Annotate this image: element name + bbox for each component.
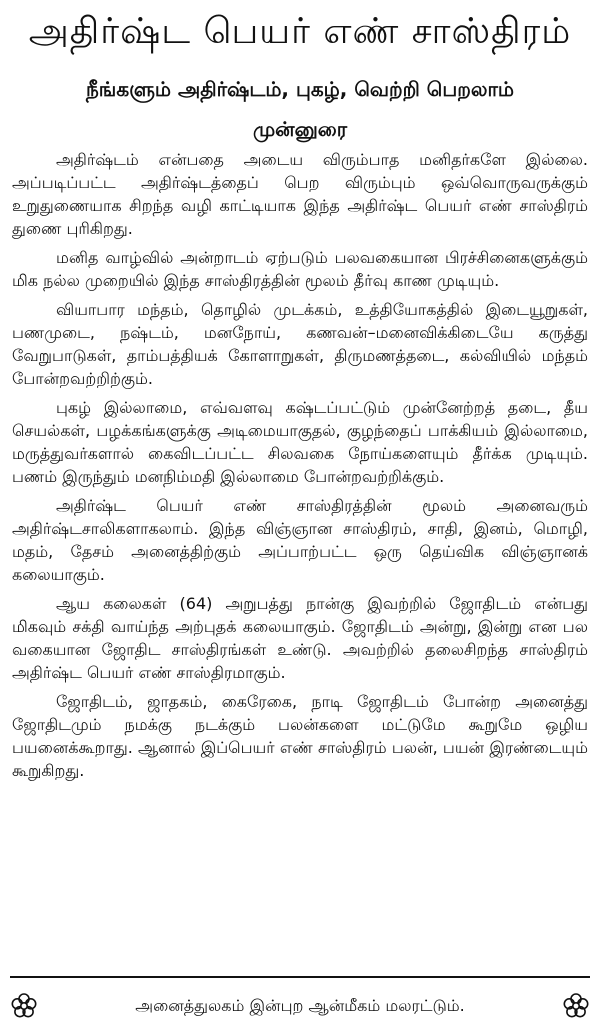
page-subtitle: நீங்களும் அதிர்ஷ்டம், புகழ், வெற்றி பெறலாம்: [85, 77, 515, 101]
paragraph-2: மனித வாழ்வில் அன்றாடம் ஏற்படும் பலவகையான பிரச்சினைகளுக்கும் மிக நல்ல முறையில் இந்த சாஸ்திரத்தின் மூலம் தீர்வு காண முடியும்.: [12, 248, 588, 290]
paragraph-4: புகழ் இல்லாமை, எவ்வளவு கஷ்டப்பட்டும் முன்னேற்றத் தடை, தீய செயல்கள், பழக்கங்களுக்கு அடிமையாகுதல், குழந்தைப் பாக்கியம் இல்லாமை, மருத்துவர்களால் கைவிடப்பட்ட சிலவகை நோய்களையும் தீர்க்க முடியும். பணம் இருந்தும் மனநிம்மதி இல்லாமை போன்றவற்றிக்கும்.: [12, 398, 588, 486]
footer-divider: [10, 976, 590, 978]
footer: [10, 986, 590, 1026]
paragraph-5: அதிர்ஷ்ட பெயர் எண் சாஸ்திரத்தின் மூலம் அனைவரும் அதிர்ஷ்டசாலிகளாகலாம். இந்த விஞ்ஞான சாஸ்திரம், சாதி, இனம், மொழி, மதம், தேசம் அனைத்திற்கும் அப்பாற்பட்ட ஒரு தெய்விக விஞ்ஞானக் கலையாகும்.: [12, 496, 588, 584]
page-title: அதிர்ஷ்ட பெயர் எண் சாஸ்திரம்: [28, 11, 572, 52]
paragraph-6: ஆய கலைகள் (64) அறுபத்து நான்கு இவற்றில் ஜோதிடம் என்பது மிகவும் சக்தி வாய்ந்த அற்புதக் கலையாகும். ஜோதிடம் அன்று, இன்று என பல வகையான ஜோதிட சாஸ்திரங்கள் உண்டு. அவற்றில் தலைசிறந்த சாஸ்திரம் அதிர்ஷ்ட பெயர் எண் சாஸ்திரமாகும்.: [12, 594, 588, 682]
flower-icon: [10, 992, 38, 1020]
page: [0, 8, 600, 1031]
paragraph-1: அதிர்ஷ்டம் என்பதை அடைய விரும்பாத மனிதர்களே இல்லை. அப்படிப்பட்ட அதிர்ஷ்டத்தைப் பெற விரும்பும் ஒவ்வொருவருக்கும் உறுதுணையாக சிறந்த வழி காட்டியாக இந்த அதிர்ஷ்ட பெயர் எண் சாஸ்திரம் துணை புரிகிறது.: [12, 150, 588, 238]
footer-text: அனைத்துலகம் இன்புற ஆன்மீகம் மலரட்டும்.: [135, 995, 465, 1015]
flower-icon: [562, 992, 590, 1020]
paragraph-3: வியாபார மந்தம், தொழில் முடக்கம், உத்தியோகத்தில் இடையூறுகள், பணமுடை, நஷ்டம், மனநோய், கணவன்–மனைவிக்கிடையே கருத்து வேறுபாடுகள், தாம்பத்தியக் கோளாறுகள், திருமணத்தடை, கல்வியில் மந்தம் போன்றவற்றிற்கும்.: [12, 300, 588, 388]
body-text: [12, 148, 588, 782]
section-heading: முன்னுரை: [252, 117, 348, 141]
paragraph-7: ஜோதிடம், ஜாதகம், கைரேகை, நாடி ஜோதிடம் போன்ற அனைத்து ஜோதிடமும் நமக்கு நடக்கும் பலன்களை மட்டுமே கூறுமே ஒழிய பயனைக்கூறாது. ஆனால் இப்பெயர் எண் சாஸ்திரம் பலன், பயன் இரண்டையும் கூறுகிறது.: [12, 692, 588, 780]
